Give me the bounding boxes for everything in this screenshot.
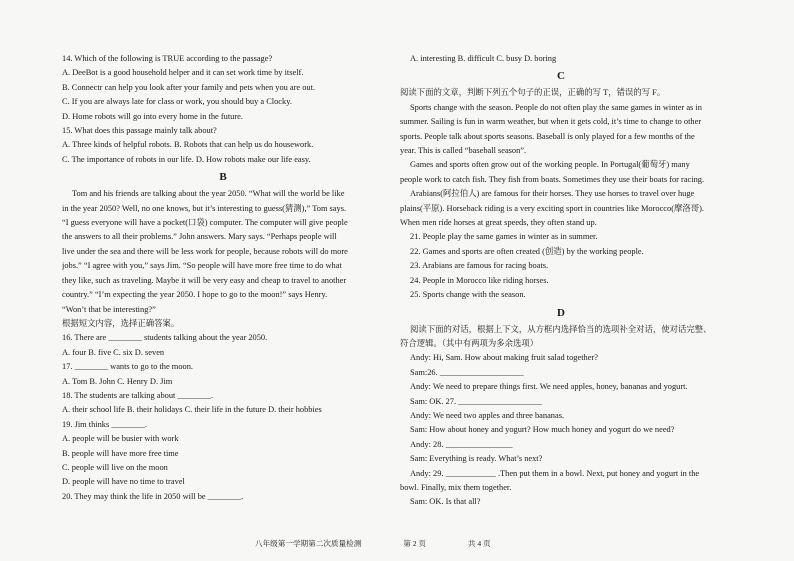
passage-c-line: summer. Sailing is fun in warm weather, but when it gets cold, it’s time to change to other — [400, 117, 702, 127]
section-c-heading: C — [557, 70, 565, 83]
q15-options-cd: C. The importance of robots in our life. D. How robots make our life easy. — [62, 154, 311, 164]
passage-b-line: in the year 2050? Well, no one knows, but it’s interesting to guess(猜测),” Tom says. — [62, 203, 347, 213]
statement-23: 23. Arabians are famous for racing boats. — [410, 261, 549, 271]
passage-c-line: people work to catch fish. They fish from boats. Sometimes they use their boats for racing. — [400, 174, 705, 184]
passage-b-line: Tom and his friends are talking about the year 2050. “What will the world be like — [72, 189, 345, 199]
exam-title: 八年级第一学期第二次质量检测 — [255, 539, 362, 548]
instruction-c: 阅读下面的文章，判断下列五个句子的正误，正确的写 T，错误的写 F。 — [400, 88, 666, 98]
question-15: 15. What does this passage mainly talk about? — [62, 126, 217, 136]
q19-option-a: A. people will be busier with work — [62, 434, 179, 444]
question-16: 16. There are ________ students talking about the year 2050. — [62, 333, 268, 343]
page-total: 共 4 页 — [467, 539, 491, 548]
dialogue-line: Sam:26. ____________________ — [410, 367, 524, 377]
q17-options: A. Tom B. John C. Henry D. Jim — [62, 376, 173, 386]
instruction-d-line: 符合逻辑。（其中有两项为多余选项） — [400, 338, 539, 348]
dialogue-line: Sam: How about honey and yogurt? How much honey and yogurt do we need? — [410, 425, 675, 435]
dialogue-line: Andy: Hi, Sam. How about making fruit salad together? — [410, 353, 598, 363]
statement-24: 24. People in Morocco like riding horses. — [410, 275, 549, 285]
statement-25: 25. Sports change with the season. — [410, 290, 526, 300]
q16-options: A. four B. five C. six D. seven — [62, 347, 165, 357]
passage-b-line: they like, such as traveling. Maybe it will be very easy and cheap to travel to another — [62, 275, 347, 285]
left-column — [62, 52, 384, 504]
passage-c-line: sports. People talk about sports seasons. Baseball is only played for a few months of the — [400, 131, 695, 141]
page-footer — [255, 538, 531, 549]
statement-22: 22. Games and sports are often created (创造) by the working people. — [410, 246, 644, 256]
dialogue-line: Sam: Everything is ready. What’s next? — [410, 454, 543, 464]
question-17: 17. ________ wants to go to the moon. — [62, 362, 193, 372]
dialogue-line: Andy: 29. ____________ .Then put them in a bowl. Next, put honey and yogurt in the — [410, 468, 700, 478]
question-14: 14. Which of the following is TRUE according to the passage? — [62, 54, 273, 63]
question-20: 20. They may think the life in 2050 will be ________. — [62, 491, 244, 501]
dialogue-line: Andy: We need to prepare things first. We need apples, honey, bananas and yogurt. — [410, 382, 688, 392]
q14-option-b: B. Connectr can help you look after your family and pets when you are out. — [62, 82, 316, 92]
question-18: 18. The students are talking about ________. — [62, 390, 214, 400]
page-number: 第 2 页 — [403, 539, 426, 548]
q14-option-d: D. Home robots will go into every home in the future. — [62, 111, 243, 121]
q14-option-a: A. DeeBot is a good household helper and it can set work time by itself. — [62, 68, 304, 78]
passage-b-line: the answers to all their problems.” John answers. Mary says. “Perhaps people will — [62, 232, 337, 242]
passage-c-line: Arabians(阿拉伯人) are famous for their horses. They use horses to travel over huge — [410, 189, 695, 199]
q20-options: A. interesting B. difficult C. busy D. boring — [410, 54, 557, 63]
passage-c-line: When men ride horses at great speeds, they often stand up. — [400, 218, 597, 228]
passage-b-line: “Won’t that be interesting?” — [62, 304, 156, 314]
dialogue-line: bowl. Finally, mix them together. — [400, 482, 512, 492]
passage-c-line: plains(平原). Horseback riding is a very exciting sport in countries like Morocco(摩洛哥). — [400, 203, 704, 213]
passage-c-line: year. This is called “baseball season”. — [400, 146, 527, 156]
instruction-d-line: 阅读下面的对话，根据上下文，从方框内选择恰当的选项补全对话，使对话完整、 — [410, 324, 712, 334]
q19-option-b: B. people will have more free time — [62, 448, 179, 458]
q18-options: A. their school life B. their holidays C. their life in the future D. their hobbies — [62, 405, 322, 415]
question-19: 19. Jim thinks ________. — [62, 419, 147, 429]
statement-21: 21. People play the same games in winter as in summer. — [410, 232, 598, 242]
dialogue-line: Andy: 28. ________________ — [410, 439, 513, 449]
passage-b-line: “I guess everyone will have a pocket(口袋) computer. The computer will give people — [62, 218, 348, 228]
right-column — [400, 52, 722, 510]
passage-c-line: Games and sports often grow out of the working people. In Portugal(葡萄牙) many — [410, 160, 690, 170]
q15-options-ab: A. Three kinds of helpful robots. B. Robots that can help us do housework. — [62, 140, 314, 150]
q19-option-c: C. people will live on the moon — [62, 462, 168, 472]
section-d-heading: D — [557, 306, 565, 319]
dialogue-line: Andy: We need two apples and three bananas. — [410, 410, 565, 420]
passage-b-line: jobs.” “I agree with you,” says Jim. “So people will have more free time to do what — [62, 261, 342, 271]
q19-option-d: D. people will have no time to travel — [62, 477, 185, 487]
q14-option-c: C. If you are always late for class or work, you should buy a Clocky. — [62, 97, 292, 107]
passage-b-line: live under the sea and there will be less work for people, because robots will do more — [62, 246, 348, 256]
dialogue-line: Sam: OK. 27. ____________________ — [410, 396, 542, 406]
passage-c-line: Sports change with the season. People do not often play the same games in winter as in — [410, 102, 702, 112]
passage-b-line: country.” “I’m expecting the year 2050. I hope to go to the moon!” says Henry. — [62, 290, 328, 300]
dialogue-line: Sam: OK. Is that all? — [410, 497, 481, 507]
instruction-b: 根据短文内容，选择正确答案。 — [62, 318, 180, 328]
section-b-heading: B — [219, 171, 227, 184]
